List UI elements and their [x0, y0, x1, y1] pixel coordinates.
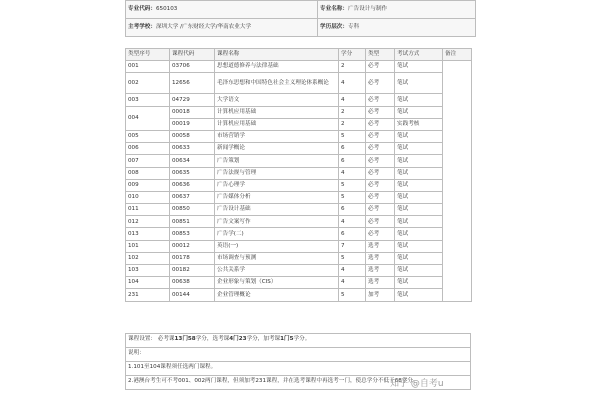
school-cell: 主考学校：深圳大学 /广东财经大学/华南农业大学	[126, 19, 318, 37]
credit-cell: 5	[339, 289, 366, 301]
course-name-cell: 英语(一)	[215, 240, 339, 252]
credit-cell: 6	[339, 143, 366, 155]
code-cell: 00634	[170, 155, 215, 167]
header-name: 课程名称	[215, 49, 339, 61]
exam-cell: 笔试	[395, 204, 443, 216]
course-name-cell: 企业形象与策划（CIS）	[215, 277, 339, 289]
table-row	[126, 106, 472, 118]
exam-cell: 笔试	[395, 228, 443, 240]
seq-cell: 104	[126, 277, 170, 289]
table-row	[126, 204, 472, 216]
education-level: 专科	[347, 24, 360, 31]
major-code-cell: 专业代码：650103	[126, 1, 318, 19]
credit-cell: 4	[339, 167, 366, 179]
seq-cell: 012	[126, 216, 170, 228]
course-name-cell: 新闻学概论	[215, 143, 339, 155]
credit-cell: 6	[339, 155, 366, 167]
major-info-table	[125, 0, 476, 37]
seq-cell: 013	[126, 228, 170, 240]
credit-cell: 6	[339, 204, 366, 216]
type-cell: 必考	[366, 73, 395, 94]
course-name-cell: 计算机应用基础	[215, 118, 339, 130]
code-cell: 00635	[170, 167, 215, 179]
school-names: 深圳大学 /广东财经大学/华南农业大学	[155, 24, 252, 31]
table-row	[126, 143, 472, 155]
type-cell: 必考	[366, 179, 395, 191]
exam-cell: 笔试	[395, 94, 443, 106]
credit-cell: 5	[339, 252, 366, 264]
header-seq: 类型序号	[126, 49, 170, 61]
credit-cell: 4	[339, 265, 366, 277]
course-name-cell: 广告媒体分析	[215, 191, 339, 203]
course-name-cell: 广告设计基础	[215, 204, 339, 216]
type-cell: 选考	[366, 265, 395, 277]
note-line-2: 2.港澳台考生可不考001、002两门课程，但须加考231课程，并在选考课程中再选考一门，使总学分不低于68学分。	[125, 376, 471, 390]
document-page	[125, 0, 475, 400]
course-name-cell: 广告学(二)	[215, 228, 339, 240]
table-row	[126, 118, 472, 130]
seq-cell: 102	[126, 252, 170, 264]
code-cell: 00638	[170, 277, 215, 289]
code-cell: 00850	[170, 204, 215, 216]
exam-cell: 笔试	[395, 277, 443, 289]
header-code: 课程代码	[170, 49, 215, 61]
credit-cell: 6	[339, 228, 366, 240]
code-cell: 00853	[170, 228, 215, 240]
seq-cell: 231	[126, 289, 170, 301]
code-cell: 03706	[170, 61, 215, 73]
exam-cell: 笔试	[395, 143, 443, 155]
course-table	[125, 48, 472, 302]
exam-cell: 笔试	[395, 155, 443, 167]
code-cell: 00058	[170, 130, 215, 142]
type-cell: 选考	[366, 240, 395, 252]
code-cell: 00018	[170, 106, 215, 118]
exam-cell: 实践考核	[395, 118, 443, 130]
seq-cell: 002	[126, 73, 170, 94]
seq-cell: 006	[126, 143, 170, 155]
type-cell: 必考	[366, 228, 395, 240]
seq-cell: 005	[126, 130, 170, 142]
course-name-cell: 企业管理概论	[215, 289, 339, 301]
type-cell: 加考	[366, 289, 395, 301]
course-name-cell: 计算机应用基础	[215, 106, 339, 118]
major-name-cell: 专业名称：广告设计与制作	[318, 1, 476, 19]
table-row	[126, 265, 472, 277]
table-row	[126, 216, 472, 228]
seq-cell: 011	[126, 204, 170, 216]
table-header-row	[126, 49, 472, 61]
table-row	[126, 130, 472, 142]
header-credit: 学分	[339, 49, 366, 61]
header-exam: 考试方式	[395, 49, 443, 61]
exam-cell: 笔试	[395, 167, 443, 179]
code-cell: 00144	[170, 289, 215, 301]
note-line-1: 1.101至104课程须任选两门课程。	[125, 362, 471, 376]
seq-cell: 103	[126, 265, 170, 277]
credit-cell: 4	[339, 277, 366, 289]
table-row	[126, 289, 472, 301]
type-cell: 必考	[366, 191, 395, 203]
major-name: 广告设计与制作	[347, 6, 388, 13]
type-cell: 必考	[366, 143, 395, 155]
exam-cell: 笔试	[395, 289, 443, 301]
course-name-cell: 广告法规与管理	[215, 167, 339, 179]
major-code: 650103	[155, 6, 178, 13]
credit-cell: 5	[339, 130, 366, 142]
code-cell: 00851	[170, 216, 215, 228]
seq-cell: 004	[126, 106, 170, 130]
code-cell: 00012	[170, 240, 215, 252]
course-name-cell: 毛泽东思想和中国特色社会主义理论体系概论	[215, 73, 339, 94]
code-cell: 04729	[170, 94, 215, 106]
credit-cell: 2	[339, 61, 366, 73]
code-cell: 00178	[170, 252, 215, 264]
code-cell: 00019	[170, 118, 215, 130]
seq-cell: 003	[126, 94, 170, 106]
header-type: 类型	[366, 49, 395, 61]
table-row	[126, 167, 472, 179]
header-remark: 备注	[443, 49, 472, 61]
table-row	[126, 155, 472, 167]
credit-cell: 5	[339, 179, 366, 191]
course-settings-line: 课程设置： 必考课13门58学分，选考课4门23学分，加考课1门5学分。	[125, 333, 471, 348]
remark-cell	[443, 61, 472, 301]
seq-cell: 001	[126, 61, 170, 73]
code-cell: 00637	[170, 191, 215, 203]
table-row	[126, 252, 472, 264]
type-cell: 必考	[366, 155, 395, 167]
exam-cell: 笔试	[395, 61, 443, 73]
table-row	[126, 73, 472, 94]
code-cell: 00636	[170, 179, 215, 191]
code-cell: 00182	[170, 265, 215, 277]
credit-cell: 2	[339, 106, 366, 118]
credit-cell: 2	[339, 118, 366, 130]
type-cell: 选考	[366, 277, 395, 289]
course-name-cell: 广告文案写作	[215, 216, 339, 228]
course-name-cell: 公共关系学	[215, 265, 339, 277]
table-row	[126, 277, 472, 289]
course-name-cell: 广告心理学	[215, 179, 339, 191]
table-row	[126, 240, 472, 252]
exam-cell: 笔试	[395, 252, 443, 264]
course-name-cell: 大学语文	[215, 94, 339, 106]
seq-cell: 008	[126, 167, 170, 179]
course-name-cell: 思想道德修养与法律基础	[215, 61, 339, 73]
credit-cell: 5	[339, 191, 366, 203]
course-name-cell: 市场营销学	[215, 130, 339, 142]
exam-cell: 笔试	[395, 240, 443, 252]
exam-cell: 笔试	[395, 106, 443, 118]
table-row	[126, 179, 472, 191]
type-cell: 必考	[366, 167, 395, 179]
type-cell: 必考	[366, 204, 395, 216]
exam-cell: 笔试	[395, 191, 443, 203]
code-cell: 12656	[170, 73, 215, 94]
type-cell: 选考	[366, 252, 395, 264]
table-row	[126, 61, 472, 73]
seq-cell: 007	[126, 155, 170, 167]
seq-cell: 010	[126, 191, 170, 203]
exam-cell: 笔试	[395, 216, 443, 228]
level-cell: 学历层次：专科	[318, 19, 476, 37]
type-cell: 必考	[366, 130, 395, 142]
table-row	[126, 94, 472, 106]
type-cell: 必考	[366, 216, 395, 228]
exam-cell: 笔试	[395, 130, 443, 142]
credit-cell: 7	[339, 240, 366, 252]
type-cell: 必考	[366, 94, 395, 106]
code-cell: 00633	[170, 143, 215, 155]
credit-cell: 4	[339, 216, 366, 228]
exam-cell: 笔试	[395, 73, 443, 94]
course-name-cell: 市场调查与预测	[215, 252, 339, 264]
seq-cell: 101	[126, 240, 170, 252]
type-cell: 必考	[366, 61, 395, 73]
type-cell: 必考	[366, 118, 395, 130]
exam-cell: 笔试	[395, 265, 443, 277]
type-cell: 必考	[366, 106, 395, 118]
table-row	[126, 228, 472, 240]
notes-title: 说明：	[125, 348, 471, 362]
watermark: 知乎 @自考u	[390, 379, 444, 389]
seq-cell: 009	[126, 179, 170, 191]
exam-cell: 笔试	[395, 179, 443, 191]
credit-cell: 4	[339, 73, 366, 94]
credit-cell: 4	[339, 94, 366, 106]
table-row	[126, 191, 472, 203]
course-name-cell: 广告策划	[215, 155, 339, 167]
